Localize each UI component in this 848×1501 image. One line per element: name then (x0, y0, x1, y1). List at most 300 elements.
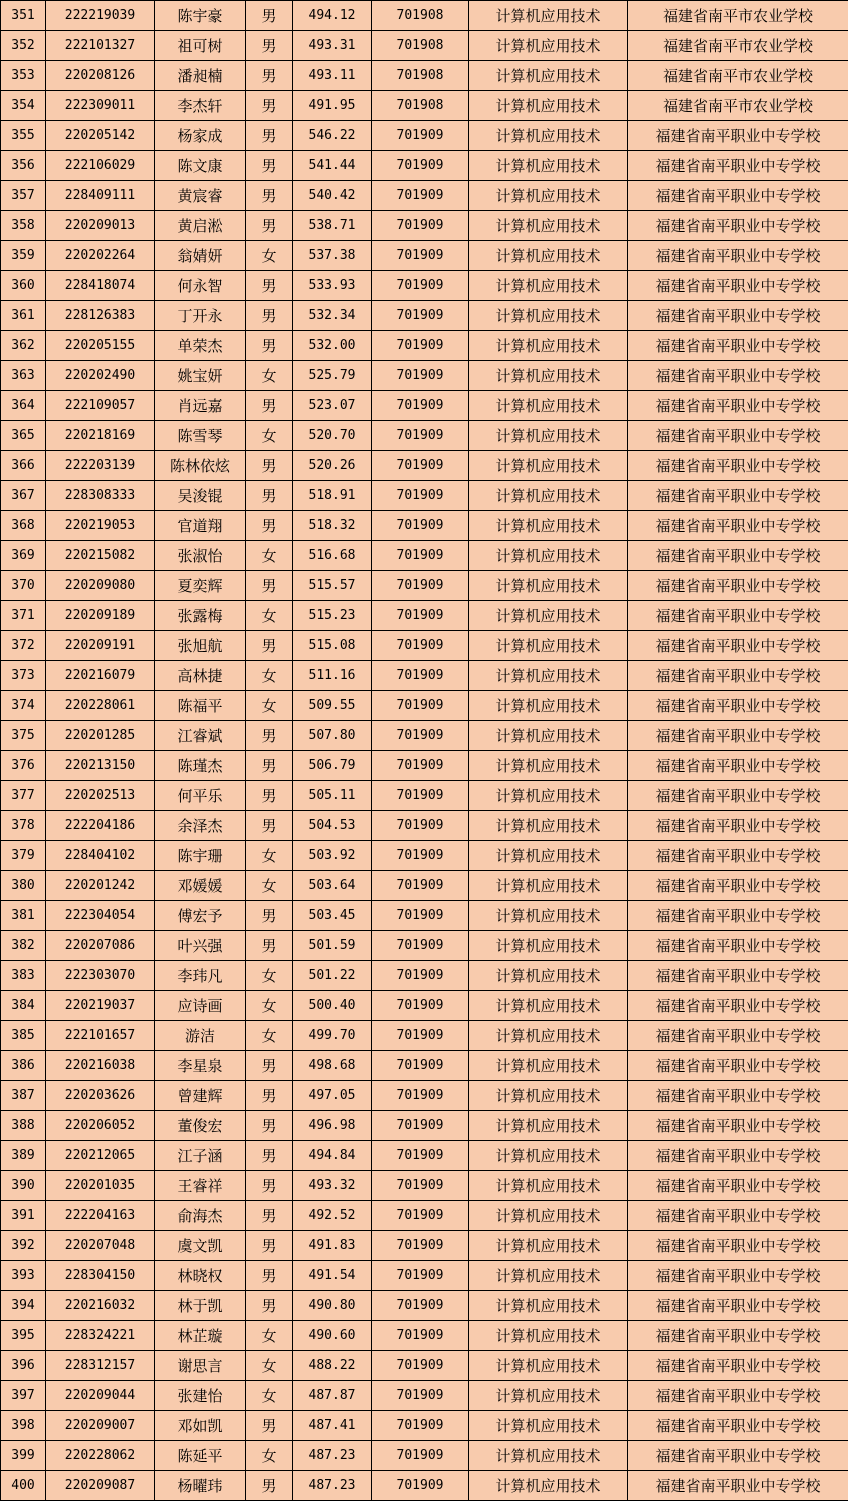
gender-cell: 男 (246, 151, 293, 181)
major-code-cell: 701909 (372, 1411, 469, 1441)
major-name-cell: 计算机应用技术 (469, 841, 628, 871)
school-name-cell: 福建省南平职业中专学校 (628, 1441, 848, 1471)
row-number-cell: 356 (1, 151, 46, 181)
gender-cell: 男 (246, 331, 293, 361)
score-cell: 493.32 (293, 1171, 372, 1201)
score-cell: 490.80 (293, 1291, 372, 1321)
candidate-id-cell: 220201035 (46, 1171, 155, 1201)
gender-cell: 女 (246, 361, 293, 391)
major-code-cell: 701909 (372, 481, 469, 511)
name-cell: 张露梅 (155, 601, 246, 631)
score-cell: 503.92 (293, 841, 372, 871)
major-code-cell: 701909 (372, 361, 469, 391)
row-number-cell: 382 (1, 931, 46, 961)
gender-cell: 男 (246, 1411, 293, 1441)
table-row (1, 871, 848, 901)
school-name-cell: 福建省南平职业中专学校 (628, 511, 848, 541)
school-name-cell: 福建省南平职业中专学校 (628, 1261, 848, 1291)
major-code-cell: 701909 (372, 1351, 469, 1381)
name-cell: 林芷璇 (155, 1321, 246, 1351)
table-row (1, 331, 848, 361)
candidate-id-cell: 220202513 (46, 781, 155, 811)
row-number-cell: 387 (1, 1081, 46, 1111)
name-cell: 李星泉 (155, 1051, 246, 1081)
candidate-id-cell: 228304150 (46, 1261, 155, 1291)
row-number-cell: 398 (1, 1411, 46, 1441)
row-number-cell: 390 (1, 1171, 46, 1201)
name-cell: 陈延平 (155, 1441, 246, 1471)
candidate-id-cell: 228312157 (46, 1351, 155, 1381)
school-name-cell: 福建省南平职业中专学校 (628, 571, 848, 601)
row-number-cell: 372 (1, 631, 46, 661)
major-name-cell: 计算机应用技术 (469, 601, 628, 631)
major-code-cell: 701909 (372, 541, 469, 571)
score-cell: 494.12 (293, 1, 372, 31)
major-name-cell: 计算机应用技术 (469, 1441, 628, 1471)
candidate-id-cell: 220218169 (46, 421, 155, 451)
table-row (1, 121, 848, 151)
school-name-cell: 福建省南平市农业学校 (628, 61, 848, 91)
name-cell: 张建怡 (155, 1381, 246, 1411)
major-name-cell: 计算机应用技术 (469, 1231, 628, 1261)
row-number-cell: 359 (1, 241, 46, 271)
gender-cell: 男 (246, 1, 293, 31)
score-cell: 509.55 (293, 691, 372, 721)
score-cell: 494.84 (293, 1141, 372, 1171)
major-name-cell: 计算机应用技术 (469, 1111, 628, 1141)
score-cell: 498.68 (293, 1051, 372, 1081)
score-cell: 491.54 (293, 1261, 372, 1291)
score-cell: 533.93 (293, 271, 372, 301)
major-code-cell: 701909 (372, 721, 469, 751)
score-cell: 532.00 (293, 331, 372, 361)
gender-cell: 男 (246, 811, 293, 841)
table-row (1, 1291, 848, 1321)
candidate-id-cell: 228324221 (46, 1321, 155, 1351)
major-name-cell: 计算机应用技术 (469, 811, 628, 841)
table-body (1, 1, 848, 1501)
gender-cell: 男 (246, 511, 293, 541)
gender-cell: 男 (246, 781, 293, 811)
row-number-cell: 368 (1, 511, 46, 541)
table-row (1, 571, 848, 601)
candidate-id-cell: 222101327 (46, 31, 155, 61)
major-code-cell: 701909 (372, 1231, 469, 1261)
major-code-cell: 701909 (372, 391, 469, 421)
major-name-cell: 计算机应用技术 (469, 931, 628, 961)
school-name-cell: 福建省南平职业中专学校 (628, 271, 848, 301)
major-code-cell: 701909 (372, 841, 469, 871)
major-name-cell: 计算机应用技术 (469, 301, 628, 331)
candidate-id-cell: 222106029 (46, 151, 155, 181)
score-cell: 506.79 (293, 751, 372, 781)
name-cell: 张旭航 (155, 631, 246, 661)
candidate-id-cell: 220205142 (46, 121, 155, 151)
major-name-cell: 计算机应用技术 (469, 961, 628, 991)
row-number-cell: 358 (1, 211, 46, 241)
name-cell: 吴浚锟 (155, 481, 246, 511)
table-row (1, 1171, 848, 1201)
table-row (1, 91, 848, 121)
table-row (1, 1231, 848, 1261)
school-name-cell: 福建省南平职业中专学校 (628, 1381, 848, 1411)
name-cell: 潘昶楠 (155, 61, 246, 91)
major-name-cell: 计算机应用技术 (469, 391, 628, 421)
name-cell: 陈宇豪 (155, 1, 246, 31)
name-cell: 江睿斌 (155, 721, 246, 751)
school-name-cell: 福建省南平职业中专学校 (628, 181, 848, 211)
major-code-cell: 701909 (372, 331, 469, 361)
row-number-cell: 381 (1, 901, 46, 931)
candidate-id-cell: 220213150 (46, 751, 155, 781)
school-name-cell: 福建省南平职业中专学校 (628, 451, 848, 481)
gender-cell: 男 (246, 451, 293, 481)
name-cell: 陈文康 (155, 151, 246, 181)
score-cell: 500.40 (293, 991, 372, 1021)
name-cell: 杨家成 (155, 121, 246, 151)
school-name-cell: 福建省南平职业中专学校 (628, 211, 848, 241)
gender-cell: 女 (246, 841, 293, 871)
name-cell: 单荣杰 (155, 331, 246, 361)
row-number-cell: 353 (1, 61, 46, 91)
major-code-cell: 701909 (372, 211, 469, 241)
major-name-cell: 计算机应用技术 (469, 1291, 628, 1321)
score-cell: 515.57 (293, 571, 372, 601)
major-code-cell: 701909 (372, 871, 469, 901)
candidate-id-cell: 220219053 (46, 511, 155, 541)
name-cell: 陈林依炫 (155, 451, 246, 481)
gender-cell: 女 (246, 991, 293, 1021)
major-code-cell: 701909 (372, 151, 469, 181)
table-row (1, 1411, 848, 1441)
candidate-id-cell: 220228062 (46, 1441, 155, 1471)
table-row (1, 931, 848, 961)
row-number-cell: 397 (1, 1381, 46, 1411)
table-row (1, 1381, 848, 1411)
score-cell: 532.34 (293, 301, 372, 331)
score-cell: 491.83 (293, 1231, 372, 1261)
name-cell: 游洁 (155, 1021, 246, 1051)
major-code-cell: 701909 (372, 1291, 469, 1321)
candidate-id-cell: 220209013 (46, 211, 155, 241)
name-cell: 邓媛媛 (155, 871, 246, 901)
row-number-cell: 375 (1, 721, 46, 751)
score-cell: 520.26 (293, 451, 372, 481)
candidate-id-cell: 222303070 (46, 961, 155, 991)
school-name-cell: 福建省南平职业中专学校 (628, 481, 848, 511)
row-number-cell: 363 (1, 361, 46, 391)
school-name-cell: 福建省南平职业中专学校 (628, 1051, 848, 1081)
name-cell: 傅宏予 (155, 901, 246, 931)
major-code-cell: 701909 (372, 181, 469, 211)
table-row (1, 781, 848, 811)
table-row (1, 1351, 848, 1381)
score-cell: 540.42 (293, 181, 372, 211)
school-name-cell: 福建省南平职业中专学校 (628, 361, 848, 391)
score-cell: 501.22 (293, 961, 372, 991)
table-row (1, 1, 848, 31)
major-code-cell: 701909 (372, 121, 469, 151)
major-code-cell: 701909 (372, 1051, 469, 1081)
major-code-cell: 701909 (372, 301, 469, 331)
major-name-cell: 计算机应用技术 (469, 901, 628, 931)
name-cell: 丁开永 (155, 301, 246, 331)
score-cell: 523.07 (293, 391, 372, 421)
major-code-cell: 701909 (372, 571, 469, 601)
major-code-cell: 701909 (372, 1141, 469, 1171)
candidate-id-cell: 220203626 (46, 1081, 155, 1111)
table-row (1, 301, 848, 331)
candidate-id-cell: 220209080 (46, 571, 155, 601)
gender-cell: 男 (246, 1201, 293, 1231)
score-cell: 503.64 (293, 871, 372, 901)
row-number-cell: 373 (1, 661, 46, 691)
school-name-cell: 福建省南平市农业学校 (628, 1, 848, 31)
major-name-cell: 计算机应用技术 (469, 1171, 628, 1201)
row-number-cell: 354 (1, 91, 46, 121)
table-row (1, 511, 848, 541)
row-number-cell: 377 (1, 781, 46, 811)
candidate-id-cell: 222101657 (46, 1021, 155, 1051)
candidate-id-cell: 220208126 (46, 61, 155, 91)
table-row (1, 451, 848, 481)
name-cell: 叶兴强 (155, 931, 246, 961)
school-name-cell: 福建省南平职业中专学校 (628, 721, 848, 751)
candidate-id-cell: 222219039 (46, 1, 155, 31)
row-number-cell: 385 (1, 1021, 46, 1051)
score-cell: 490.60 (293, 1321, 372, 1351)
row-number-cell: 362 (1, 331, 46, 361)
score-cell: 487.23 (293, 1471, 372, 1501)
school-name-cell: 福建省南平职业中专学校 (628, 1471, 848, 1501)
row-number-cell: 392 (1, 1231, 46, 1261)
major-name-cell: 计算机应用技术 (469, 121, 628, 151)
table-row (1, 361, 848, 391)
major-code-cell: 701909 (372, 421, 469, 451)
table-row (1, 811, 848, 841)
gender-cell: 男 (246, 571, 293, 601)
major-name-cell: 计算机应用技术 (469, 31, 628, 61)
score-cell: 546.22 (293, 121, 372, 151)
candidate-id-cell: 228418074 (46, 271, 155, 301)
score-cell: 496.98 (293, 1111, 372, 1141)
gender-cell: 女 (246, 1321, 293, 1351)
table-row (1, 601, 848, 631)
score-cell: 538.71 (293, 211, 372, 241)
gender-cell: 男 (246, 1471, 293, 1501)
candidate-id-cell: 222309011 (46, 91, 155, 121)
candidate-id-cell: 220209007 (46, 1411, 155, 1441)
name-cell: 高林捷 (155, 661, 246, 691)
gender-cell: 男 (246, 631, 293, 661)
row-number-cell: 394 (1, 1291, 46, 1321)
major-code-cell: 701909 (372, 271, 469, 301)
gender-cell: 男 (246, 1261, 293, 1291)
name-cell: 姚宝妍 (155, 361, 246, 391)
school-name-cell: 福建省南平职业中专学校 (628, 1321, 848, 1351)
table-row (1, 391, 848, 421)
gender-cell: 女 (246, 661, 293, 691)
score-cell: 492.52 (293, 1201, 372, 1231)
name-cell: 林晓权 (155, 1261, 246, 1291)
candidate-id-cell: 220202490 (46, 361, 155, 391)
school-name-cell: 福建省南平市农业学校 (628, 91, 848, 121)
row-number-cell: 360 (1, 271, 46, 301)
name-cell: 董俊宏 (155, 1111, 246, 1141)
candidate-id-cell: 228404102 (46, 841, 155, 871)
major-name-cell: 计算机应用技术 (469, 421, 628, 451)
major-code-cell: 701909 (372, 1201, 469, 1231)
table-row (1, 241, 848, 271)
candidate-id-cell: 222304054 (46, 901, 155, 931)
table-row (1, 421, 848, 451)
gender-cell: 男 (246, 721, 293, 751)
major-name-cell: 计算机应用技术 (469, 991, 628, 1021)
row-number-cell: 357 (1, 181, 46, 211)
gender-cell: 男 (246, 31, 293, 61)
row-number-cell: 396 (1, 1351, 46, 1381)
score-cell: 518.32 (293, 511, 372, 541)
major-code-cell: 701909 (372, 1381, 469, 1411)
major-name-cell: 计算机应用技术 (469, 751, 628, 781)
school-name-cell: 福建省南平职业中专学校 (628, 1411, 848, 1441)
table-row (1, 1261, 848, 1291)
gender-cell: 男 (246, 751, 293, 781)
gender-cell: 男 (246, 1081, 293, 1111)
school-name-cell: 福建省南平职业中专学校 (628, 631, 848, 661)
school-name-cell: 福建省南平职业中专学校 (628, 421, 848, 451)
gender-cell: 男 (246, 1141, 293, 1171)
major-name-cell: 计算机应用技术 (469, 1051, 628, 1081)
candidate-id-cell: 220216032 (46, 1291, 155, 1321)
candidate-id-cell: 220207048 (46, 1231, 155, 1261)
major-code-cell: 701908 (372, 61, 469, 91)
score-cell: 493.31 (293, 31, 372, 61)
major-code-cell: 701909 (372, 1321, 469, 1351)
major-code-cell: 701909 (372, 1471, 469, 1501)
table-row (1, 841, 848, 871)
major-name-cell: 计算机应用技术 (469, 661, 628, 691)
major-code-cell: 701909 (372, 811, 469, 841)
score-cell: 504.53 (293, 811, 372, 841)
school-name-cell: 福建省南平职业中专学校 (628, 301, 848, 331)
major-code-cell: 701909 (372, 931, 469, 961)
row-number-cell: 383 (1, 961, 46, 991)
candidate-id-cell: 220205155 (46, 331, 155, 361)
score-cell: 537.38 (293, 241, 372, 271)
table-row (1, 1081, 848, 1111)
major-name-cell: 计算机应用技术 (469, 241, 628, 271)
major-code-cell: 701909 (372, 991, 469, 1021)
major-name-cell: 计算机应用技术 (469, 181, 628, 211)
name-cell: 杨曜玮 (155, 1471, 246, 1501)
row-number-cell: 365 (1, 421, 46, 451)
score-cell: 507.80 (293, 721, 372, 751)
major-code-cell: 701908 (372, 91, 469, 121)
table-row (1, 1051, 848, 1081)
major-name-cell: 计算机应用技术 (469, 361, 628, 391)
name-cell: 翁婧妍 (155, 241, 246, 271)
school-name-cell: 福建省南平职业中专学校 (628, 1081, 848, 1111)
score-cell: 488.22 (293, 1351, 372, 1381)
candidate-id-cell: 228308333 (46, 481, 155, 511)
score-cell: 487.41 (293, 1411, 372, 1441)
candidate-id-cell: 220209191 (46, 631, 155, 661)
major-name-cell: 计算机应用技术 (469, 1081, 628, 1111)
major-code-cell: 701909 (372, 751, 469, 781)
major-code-cell: 701909 (372, 1441, 469, 1471)
school-name-cell: 福建省南平职业中专学校 (628, 1351, 848, 1381)
name-cell: 黄启淞 (155, 211, 246, 241)
row-number-cell: 400 (1, 1471, 46, 1501)
candidate-id-cell: 220219037 (46, 991, 155, 1021)
table-row (1, 1441, 848, 1471)
gender-cell: 男 (246, 61, 293, 91)
school-name-cell: 福建省南平职业中专学校 (628, 391, 848, 421)
row-number-cell: 399 (1, 1441, 46, 1471)
row-number-cell: 367 (1, 481, 46, 511)
gender-cell: 女 (246, 1441, 293, 1471)
school-name-cell: 福建省南平职业中专学校 (628, 1111, 848, 1141)
major-code-cell: 701908 (372, 31, 469, 61)
table-row (1, 151, 848, 181)
name-cell: 肖远嘉 (155, 391, 246, 421)
table-row (1, 631, 848, 661)
gender-cell: 男 (246, 1171, 293, 1201)
table-row (1, 1021, 848, 1051)
candidate-id-cell: 228126383 (46, 301, 155, 331)
name-cell: 李杰轩 (155, 91, 246, 121)
name-cell: 谢思言 (155, 1351, 246, 1381)
major-name-cell: 计算机应用技术 (469, 571, 628, 601)
table-row (1, 481, 848, 511)
candidate-id-cell: 220216038 (46, 1051, 155, 1081)
score-cell: 511.16 (293, 661, 372, 691)
school-name-cell: 福建省南平职业中专学校 (628, 601, 848, 631)
school-name-cell: 福建省南平职业中专学校 (628, 241, 848, 271)
major-name-cell: 计算机应用技术 (469, 61, 628, 91)
school-name-cell: 福建省南平职业中专学校 (628, 991, 848, 1021)
candidate-id-cell: 220201242 (46, 871, 155, 901)
major-code-cell: 701908 (372, 1, 469, 31)
major-code-cell: 701909 (372, 631, 469, 661)
candidate-id-cell: 220216079 (46, 661, 155, 691)
major-name-cell: 计算机应用技术 (469, 721, 628, 751)
gender-cell: 男 (246, 121, 293, 151)
table-row (1, 541, 848, 571)
gender-cell: 男 (246, 1111, 293, 1141)
candidate-id-cell: 222204186 (46, 811, 155, 841)
score-cell: 487.23 (293, 1441, 372, 1471)
row-number-cell: 388 (1, 1111, 46, 1141)
major-name-cell: 计算机应用技术 (469, 1411, 628, 1441)
school-name-cell: 福建省南平职业中专学校 (628, 1231, 848, 1261)
major-name-cell: 计算机应用技术 (469, 1351, 628, 1381)
gender-cell: 男 (246, 901, 293, 931)
major-code-cell: 701909 (372, 1021, 469, 1051)
candidate-id-cell: 220209087 (46, 1471, 155, 1501)
row-number-cell: 374 (1, 691, 46, 721)
candidate-id-cell: 220209044 (46, 1381, 155, 1411)
row-number-cell: 380 (1, 871, 46, 901)
gender-cell: 男 (246, 211, 293, 241)
gender-cell: 女 (246, 1381, 293, 1411)
gender-cell: 男 (246, 271, 293, 301)
name-cell: 陈瑾杰 (155, 751, 246, 781)
score-cell: 515.08 (293, 631, 372, 661)
name-cell: 陈宇珊 (155, 841, 246, 871)
row-number-cell: 366 (1, 451, 46, 481)
